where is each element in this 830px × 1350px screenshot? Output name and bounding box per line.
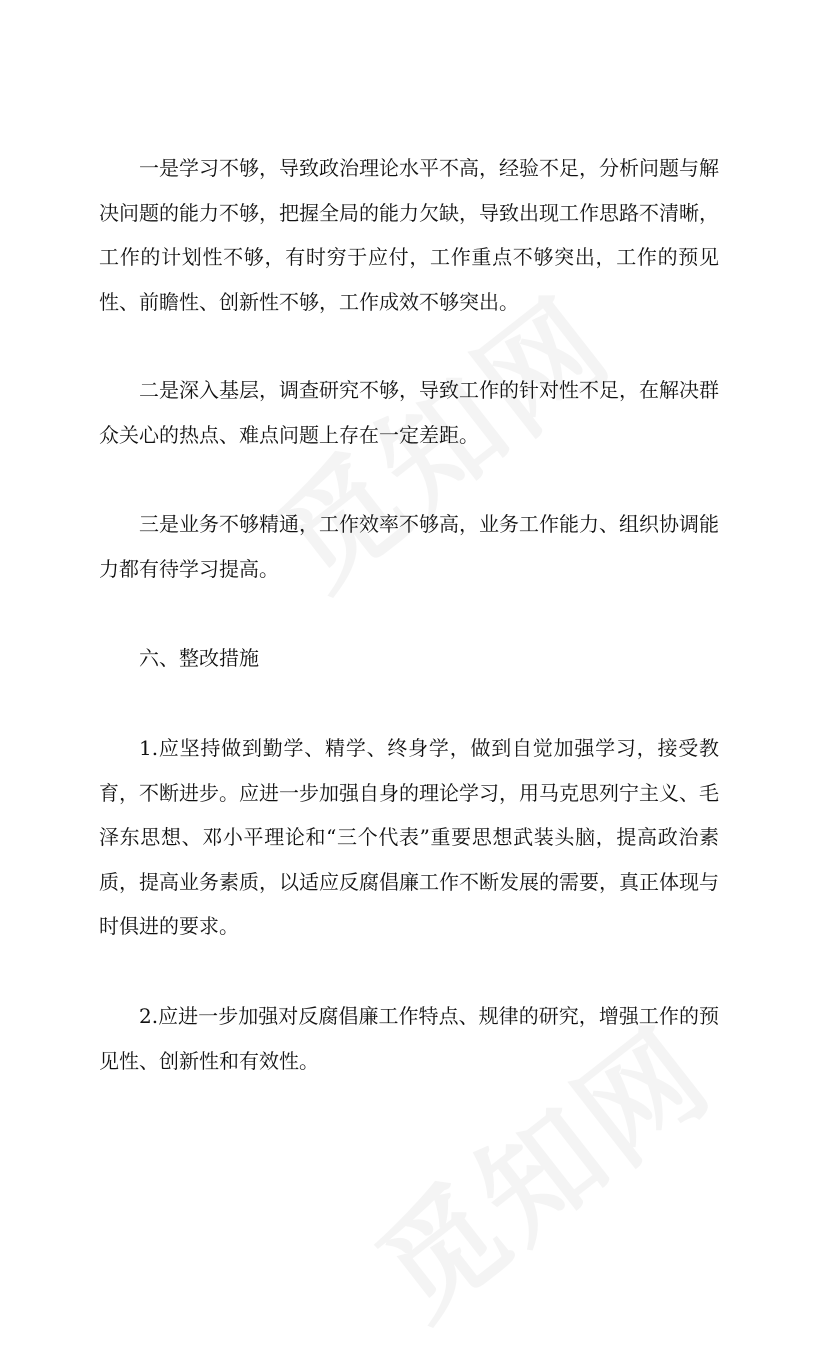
paragraph-grassroots-research: 二是深入基层，调查研究不够，导致工作的针对性不足，在解决群众关心的热点、难点问题上存在一定差距。: [99, 378, 719, 447]
paragraph-learning-insufficient: 一是学习不够，导致政治理论水平不高，经验不足，分析问题与解决问题的能力不够，把握全局的能力欠缺，导致出现工作思路不清晰，工作的计划性不够，有时穷于应付，工作重点不够突出，工作的预见性、前瞻性、创新性不够，工作成效不够突出。: [99, 156, 719, 314]
section-heading-rectification-measures: 六、整改措施: [139, 646, 259, 670]
paragraph-measure-2: 2.应进一步加强对反腐倡廉工作特点、规律的研究，增强工作的预见性、创新性和有效性。: [99, 1004, 719, 1073]
paragraph-business-proficiency: 三是业务不够精通，工作效率不够高，业务工作能力、组织协调能力都有待学习提高。: [99, 512, 719, 581]
paragraph-measure-1: 1.应坚持做到勤学、精学、终身学，做到自觉加强学习，接受教育，不断进步。应进一步加强自身的理论学习，用马克思列宁主义、毛泽东思想、邓小平理论和“三个代表”重要思想武装头脑，提高政治素质，提高业务素质，以适应反腐倡廉工作不断发展的需要，真正体现与时俱进的要求。: [99, 736, 719, 938]
